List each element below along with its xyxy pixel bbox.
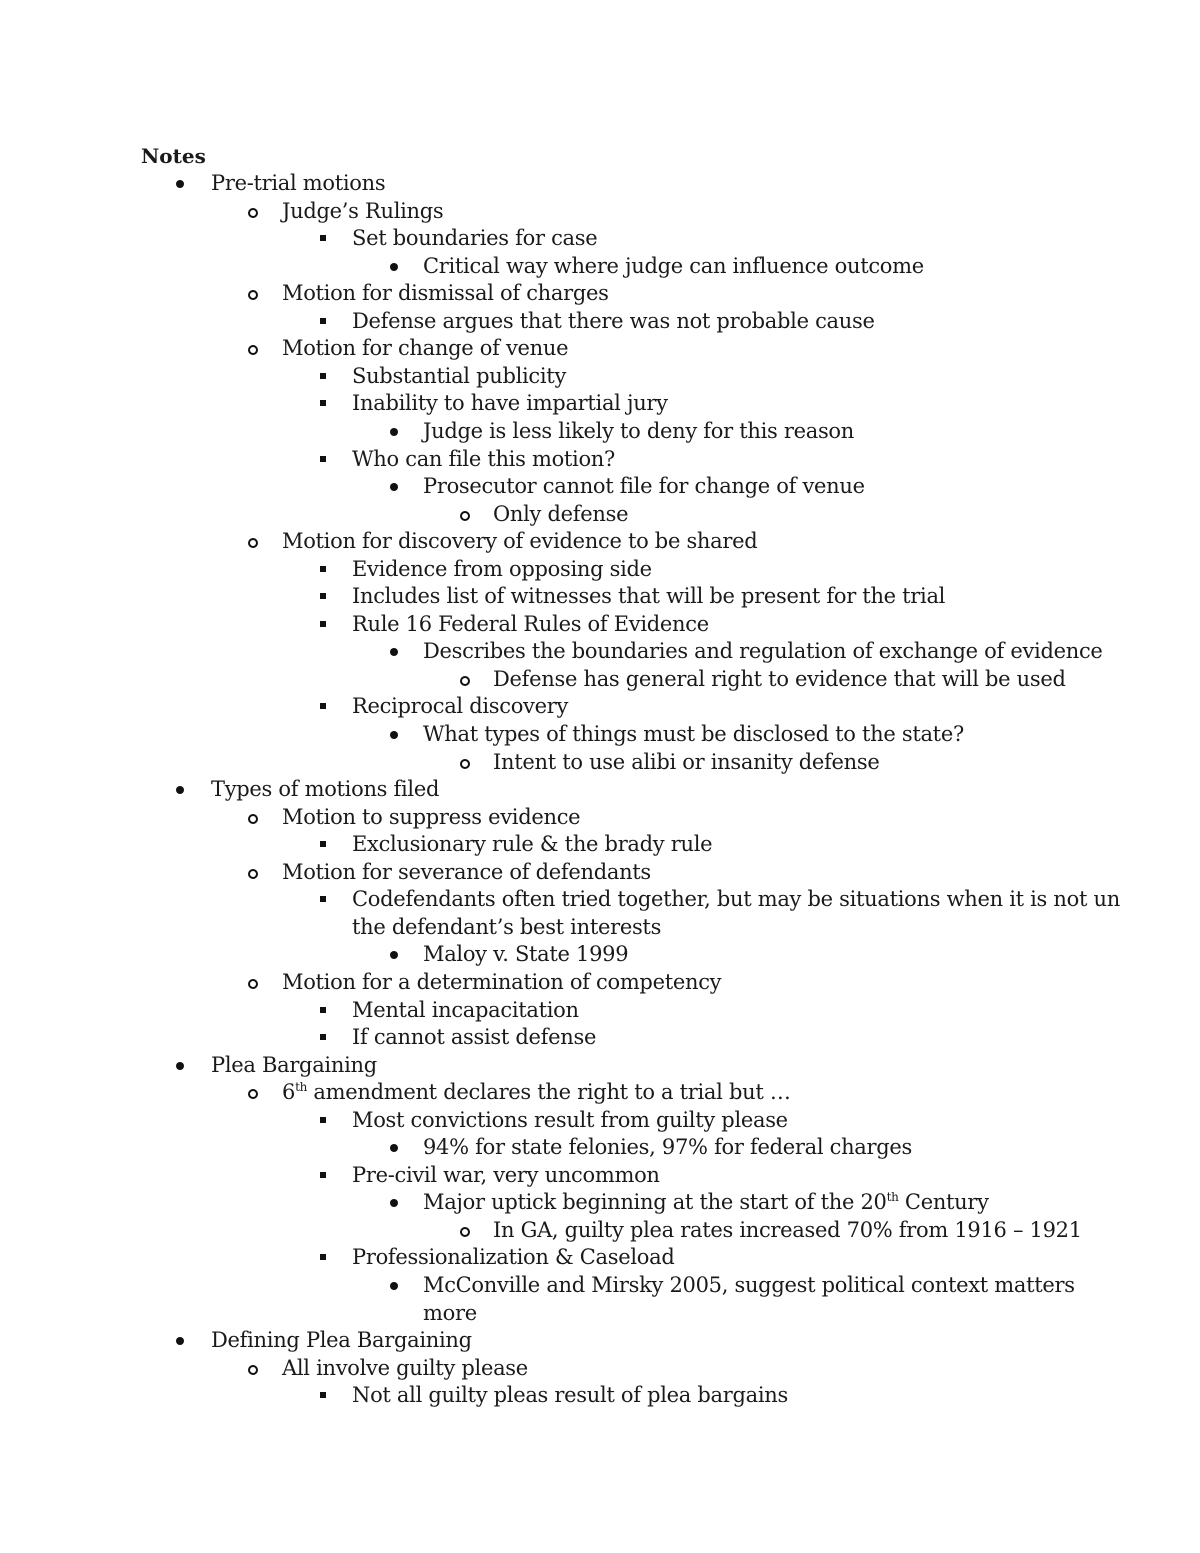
outline-item-level-4: [423, 721, 964, 748]
bullet-disc-icon: [390, 483, 398, 491]
outline-item-text: Types of motions filed: [211, 777, 440, 801]
outline-item-text: In GA, guilty plea rates increased 70% from 1916 – 1921: [493, 1218, 1082, 1242]
outline-item-level-2: [282, 1079, 791, 1106]
bullet-circle-icon: [248, 979, 258, 989]
outline-item-level-3: [352, 1107, 788, 1134]
outline-item-level-5: [493, 749, 880, 776]
outline-item-level-2: [282, 1355, 528, 1382]
outline-item-text: Prosecutor cannot file for change of venue: [423, 474, 865, 498]
bullet-circle-icon: [460, 759, 470, 769]
bullet-square-icon: [320, 1007, 326, 1013]
outline-item-level-3: [352, 1162, 660, 1189]
outline-item-text: Describes the boundaries and regulation of exchange of evidence: [423, 639, 1103, 663]
outline-item-text: Not all guilty pleas result of plea bargains: [352, 1383, 788, 1407]
outline-item-level-3: [352, 1244, 674, 1271]
outline-item-level-4: [423, 941, 628, 968]
outline-item-level-3: [352, 997, 579, 1024]
bullet-square-icon: [320, 400, 326, 406]
bullet-square-icon: [320, 1172, 326, 1178]
outline-item-text: Pre-trial motions: [211, 171, 386, 195]
outline-item-text: Rule 16 Federal Rules of Evidence: [352, 612, 709, 636]
outline-item-text: All involve guilty please: [282, 1356, 528, 1380]
bullet-disc-icon: [176, 180, 184, 188]
bullet-disc-icon: [176, 786, 184, 794]
bullet-circle-icon: [248, 869, 258, 879]
outline-item-level-2: [282, 528, 757, 555]
bullet-circle-icon: [460, 676, 470, 686]
bullet-disc-icon: [390, 1144, 398, 1152]
outline-item-level-4: [423, 638, 1103, 665]
outline-item-text: Includes list of witnesses that will be present for the trial: [352, 584, 946, 608]
outline-item-text: Who can file this motion?: [352, 447, 615, 471]
outline-item-text: Motion for a determination of competency: [282, 970, 722, 994]
notes-title: Notes: [141, 144, 206, 168]
outline-item-level-4: [423, 1189, 989, 1216]
outline-item-level-1: [211, 170, 385, 197]
outline-item-level-3: [352, 886, 1120, 913]
outline-item-text: What types of things must be disclosed to the state?: [423, 722, 964, 746]
outline-item-text: Judge’s Rulings: [282, 199, 444, 223]
bullet-square-icon: [320, 456, 326, 462]
outline-item-text: the defendant’s best interests: [352, 915, 662, 939]
outline-item-text: Motion for dismissal of charges: [282, 281, 609, 305]
bullet-square-icon: [320, 896, 326, 902]
bullet-square-icon: [320, 593, 326, 599]
outline-item-text-after: amendment declares the right to a trial but …: [307, 1080, 791, 1104]
outline-item-level-1: [211, 776, 439, 803]
outline-item-text: Exclusionary rule & the brady rule: [352, 832, 713, 856]
outline-item-level-4: [423, 473, 865, 500]
outline-item-text: Evidence from opposing side: [352, 557, 652, 581]
outline-item-text: Motion for change of venue: [282, 336, 569, 360]
bullet-circle-icon: [460, 1227, 470, 1237]
outline-item-level-3: [352, 693, 568, 720]
ordinal-superscript: th: [295, 1080, 308, 1094]
outline-item-text: McConville and Mirsky 2005, suggest political context matters: [423, 1273, 1075, 1297]
bullet-circle-icon: [248, 1089, 258, 1099]
outline-item-level-3: [352, 308, 875, 335]
outline-item-text: Pre-civil war, very uncommon: [352, 1163, 660, 1187]
bullet-square-icon: [320, 1117, 326, 1123]
outline-item-text-after: Century: [898, 1190, 989, 1214]
outline-item-text: Motion for severance of defendants: [282, 860, 651, 884]
outline-item-level-2: [282, 335, 568, 362]
bullet-disc-icon: [390, 731, 398, 739]
outline-item-text: Professionalization & Caseload: [352, 1245, 675, 1269]
outline-item-level-3: [352, 583, 945, 610]
outline-item-level-3: [352, 611, 709, 638]
outline-item-level-3: [352, 831, 712, 858]
bullet-square-icon: [320, 621, 326, 627]
outline-item-text: Judge is less likely to deny for this reason: [423, 419, 854, 443]
outline-item-level-4: [423, 253, 924, 280]
outline-item-text: Only defense: [493, 502, 629, 526]
outline-item-level-3: [352, 1024, 596, 1051]
outline-item-text: Mental incapacitation: [352, 998, 579, 1022]
bullet-square-icon: [320, 1254, 326, 1260]
outline-item-level-4: [423, 1272, 1075, 1299]
bullet-disc-icon: [390, 951, 398, 959]
outline-item-text: Defense has general right to evidence that will be used: [493, 667, 1066, 691]
bullet-square-icon: [320, 1034, 326, 1040]
outline-item-text: If cannot assist defense: [352, 1025, 597, 1049]
bullet-square-icon: [320, 1392, 326, 1398]
bullet-disc-icon: [390, 428, 398, 436]
outline-item-level-3: [352, 914, 661, 941]
outline-item-text: Motion for discovery of evidence to be shared: [282, 529, 758, 553]
bullet-disc-icon: [176, 1062, 184, 1070]
bullet-square-icon: [320, 841, 326, 847]
bullet-square-icon: [320, 703, 326, 709]
bullet-circle-icon: [248, 814, 258, 824]
bullet-square-icon: [320, 318, 326, 324]
bullet-square-icon: [320, 566, 326, 572]
outline-item-level-4: [423, 1300, 477, 1327]
bullet-circle-icon: [248, 345, 258, 355]
outline-item-level-2: [282, 198, 443, 225]
outline-item-level-2: [282, 804, 580, 831]
outline-item-text: Defense argues that there was not probable cause: [352, 309, 875, 333]
outline-item-text: Plea Bargaining: [211, 1053, 377, 1077]
outline-item-level-4: [423, 418, 854, 445]
outline-item-level-1: [211, 1052, 377, 1079]
outline-item-level-3: [352, 446, 615, 473]
outline-item-text: Maloy v. State 1999: [423, 942, 629, 966]
outline-item-text: Codefendants often tried together, but may be situations when it is not un: [352, 887, 1120, 911]
outline-item-level-3: [352, 1382, 788, 1409]
bullet-disc-icon: [390, 1199, 398, 1207]
outline-item-text: 94% for state felonies, 97% for federal charges: [423, 1135, 913, 1159]
outline-item-text: 6: [282, 1080, 296, 1104]
outline-item-level-2: [282, 969, 721, 996]
bullet-square-icon: [320, 373, 326, 379]
outline-item-text: Major uptick beginning at the start of the 20: [423, 1190, 887, 1214]
outline-item-level-4: [423, 1134, 912, 1161]
outline-item-text: Defining Plea Bargaining: [211, 1328, 472, 1352]
bullet-circle-icon: [248, 290, 258, 300]
outline-item-level-5: [493, 666, 1066, 693]
outline-item-level-3: [352, 390, 668, 417]
bullet-circle-icon: [248, 538, 258, 548]
outline-item-level-5: [493, 1217, 1082, 1244]
outline-item-level-5: [493, 501, 628, 528]
outline-item-text: Inability to have impartial jury: [352, 391, 668, 415]
outline-item-level-3: [352, 225, 597, 252]
outline-item-text: Critical way where judge can influence outcome: [423, 254, 924, 278]
outline-item-level-3: [352, 556, 652, 583]
outline-item-text: Intent to use alibi or insanity defense: [493, 750, 880, 774]
outline-item-level-2: [282, 280, 609, 307]
outline-item-text: Motion to suppress evidence: [282, 805, 581, 829]
bullet-disc-icon: [390, 263, 398, 271]
bullet-disc-icon: [390, 648, 398, 656]
ordinal-superscript: th: [886, 1190, 899, 1204]
outline-item-text: Reciprocal discovery: [352, 694, 569, 718]
outline-item-text: Substantial publicity: [352, 364, 567, 388]
outline-item-level-1: [211, 1327, 472, 1354]
outline-item-level-3: [352, 363, 566, 390]
bullet-square-icon: [320, 235, 326, 241]
bullet-disc-icon: [176, 1337, 184, 1345]
outline-item-text: Set boundaries for case: [352, 226, 598, 250]
outline-item-text: more: [423, 1301, 477, 1325]
outline-item-text: Most convictions result from guilty please: [352, 1108, 788, 1132]
bullet-disc-icon: [390, 1282, 398, 1290]
bullet-circle-icon: [248, 208, 258, 218]
outline-item-level-2: [282, 859, 651, 886]
bullet-circle-icon: [248, 1365, 258, 1375]
bullet-circle-icon: [460, 511, 470, 521]
